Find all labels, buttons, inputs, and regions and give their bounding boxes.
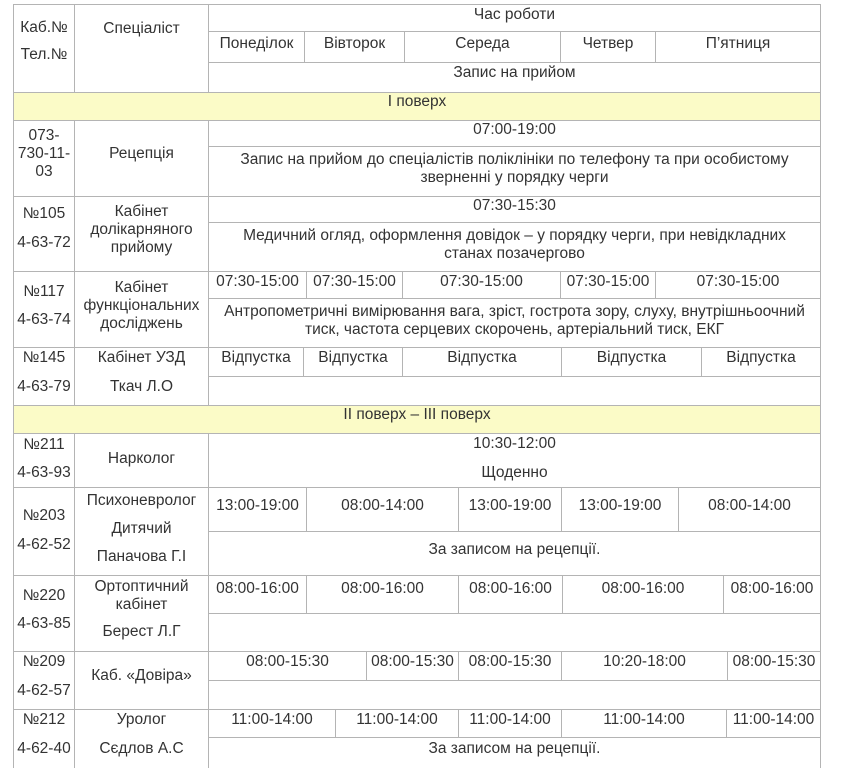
day-hours: 11:00-14:00 — [356, 711, 438, 728]
room-number: 073- — [28, 127, 60, 144]
working-hours: 10:30-12:00 — [473, 435, 556, 452]
day-hours: Відпустка — [447, 349, 517, 366]
specialist-name: Берест Л.Г — [102, 623, 181, 640]
specialist-name: Нарколог — [107, 450, 176, 467]
phone-number: 4-63-85 — [17, 615, 71, 632]
day-hours: 08:00-14:00 — [341, 497, 424, 514]
header-room-label: Каб.№ — [20, 19, 68, 36]
day-hours: 13:00-19:00 — [468, 497, 552, 514]
specialist-name: Сєдлов А.С — [99, 740, 184, 757]
specialist-name: долікарняного — [90, 221, 193, 238]
room-number: №211 — [23, 436, 65, 453]
note-text: Медичний огляд, оформлення довідок – у порядку черги, при невідкладних — [243, 227, 786, 244]
day-hours: 07:30-15:00 — [440, 273, 523, 290]
day-hours: Відпустка — [726, 349, 796, 366]
header-day-friday: П’ятниця — [705, 35, 771, 52]
day-hours: 08:00-16:00 — [730, 580, 814, 597]
specialist-name: кабінет — [115, 596, 168, 613]
header-day-monday: Понеділок — [219, 35, 294, 52]
day-hours: 11:00-14:00 — [603, 711, 685, 728]
note-text: станах позачергово — [444, 245, 585, 262]
day-hours: 08:00-15:30 — [371, 653, 454, 670]
day-hours: 07:30-15:00 — [216, 273, 299, 290]
specialist-name: Психоневролог — [86, 492, 197, 509]
day-hours: Відпустка — [221, 349, 291, 366]
day-hours: 07:30-15:00 — [696, 273, 780, 290]
day-hours: 11:00-14:00 — [732, 711, 815, 728]
specialist-name: Кабінет — [114, 203, 169, 220]
day-hours: 13:00-19:00 — [578, 497, 662, 514]
header-hours-label: Час роботи — [473, 6, 556, 23]
header-specialist-label: Спеціаліст — [103, 20, 180, 37]
day-hours: 13:00-19:00 — [216, 497, 299, 514]
note-text: За записом на рецепції. — [428, 541, 601, 558]
header-day-tuesday: Вівторок — [323, 35, 386, 52]
note-text: Запис на прийом до спеціалістів поліклініки по телефону та при особистому — [240, 151, 789, 168]
specialist-name: Дитячий — [111, 520, 172, 537]
specialist-name: Кабінет УЗД — [97, 349, 186, 366]
room-number: №105 — [22, 205, 66, 222]
day-hours: 08:00-16:00 — [601, 580, 685, 597]
specialist-name: досліджень — [100, 315, 183, 332]
specialist-name: Ткач Л.О — [109, 378, 174, 395]
day-hours: 07:30-15:00 — [566, 273, 650, 290]
note-text: Щоденно — [481, 464, 548, 481]
working-hours: 07:30-15:30 — [473, 197, 556, 214]
header-phone-label: Тел.№ — [20, 46, 68, 63]
day-hours: 08:00-14:00 — [708, 497, 791, 514]
note-text: За записом на рецепції. — [428, 740, 601, 757]
day-hours: 08:00-16:00 — [341, 580, 424, 597]
room-number: 730-11- — [17, 145, 71, 162]
floor-heading: ІІ поверх – ІІІ поверх — [343, 406, 491, 423]
day-hours: 07:30-15:00 — [313, 273, 396, 290]
note-text: Антропометричні вимірювання вага, зріст, гострота зору, слуху, внутрішньоочний — [224, 303, 805, 320]
room-number: №220 — [22, 587, 66, 604]
room-number: №203 — [22, 507, 66, 524]
day-hours: Відпустка — [596, 349, 667, 366]
day-hours: 08:00-16:00 — [469, 580, 552, 597]
header-day-thursday: Четвер — [582, 35, 634, 52]
day-hours: 08:00-16:00 — [216, 580, 299, 597]
day-hours: 08:00-15:30 — [732, 653, 816, 670]
phone-number: 4-62-57 — [17, 682, 71, 699]
specialist-name: Каб. «Довіра» — [91, 667, 192, 684]
specialist-name: Паначова Г.І — [96, 548, 187, 565]
header-day-wednesday: Середа — [455, 35, 510, 52]
room-number: 03 — [35, 163, 53, 180]
header-appointment-label: Запис на прийом — [453, 64, 576, 81]
specialist-name: Рецепція — [109, 145, 174, 162]
specialist-name: Ортоптичний — [94, 578, 189, 595]
specialist-name: Уролог — [116, 711, 167, 728]
note-text: зверненні у порядку черги — [420, 169, 609, 186]
specialist-name: Кабінет — [114, 279, 169, 296]
specialist-name: функціональних — [83, 297, 200, 314]
phone-number: 4-63-79 — [17, 378, 71, 395]
room-number: №209 — [22, 653, 66, 670]
room-number: №117 — [23, 283, 65, 300]
phone-number: 4-62-40 — [17, 740, 71, 757]
phone-number: 4-63-72 — [17, 234, 71, 251]
day-hours: Відпустка — [318, 349, 388, 366]
phone-number: 4-63-93 — [17, 464, 71, 481]
room-number: №145 — [22, 349, 66, 366]
phone-number: 4-63-74 — [17, 311, 71, 328]
day-hours: 08:00-15:30 — [246, 653, 329, 670]
specialist-name: прийому — [110, 239, 173, 256]
room-number: №212 — [22, 711, 66, 728]
note-text: тиск, частота серцевих скорочень, артеріальний тиск, ЕКГ — [305, 321, 724, 338]
phone-number: 4-62-52 — [17, 536, 71, 553]
floor-heading: І поверх — [387, 93, 447, 110]
day-hours: 11:00-14:00 — [231, 711, 313, 728]
day-hours: 08:00-15:30 — [468, 653, 552, 670]
working-hours: 07:00-19:00 — [473, 121, 556, 138]
day-hours: 11:00-14:00 — [469, 711, 551, 728]
day-hours: 10:20-18:00 — [603, 653, 686, 670]
